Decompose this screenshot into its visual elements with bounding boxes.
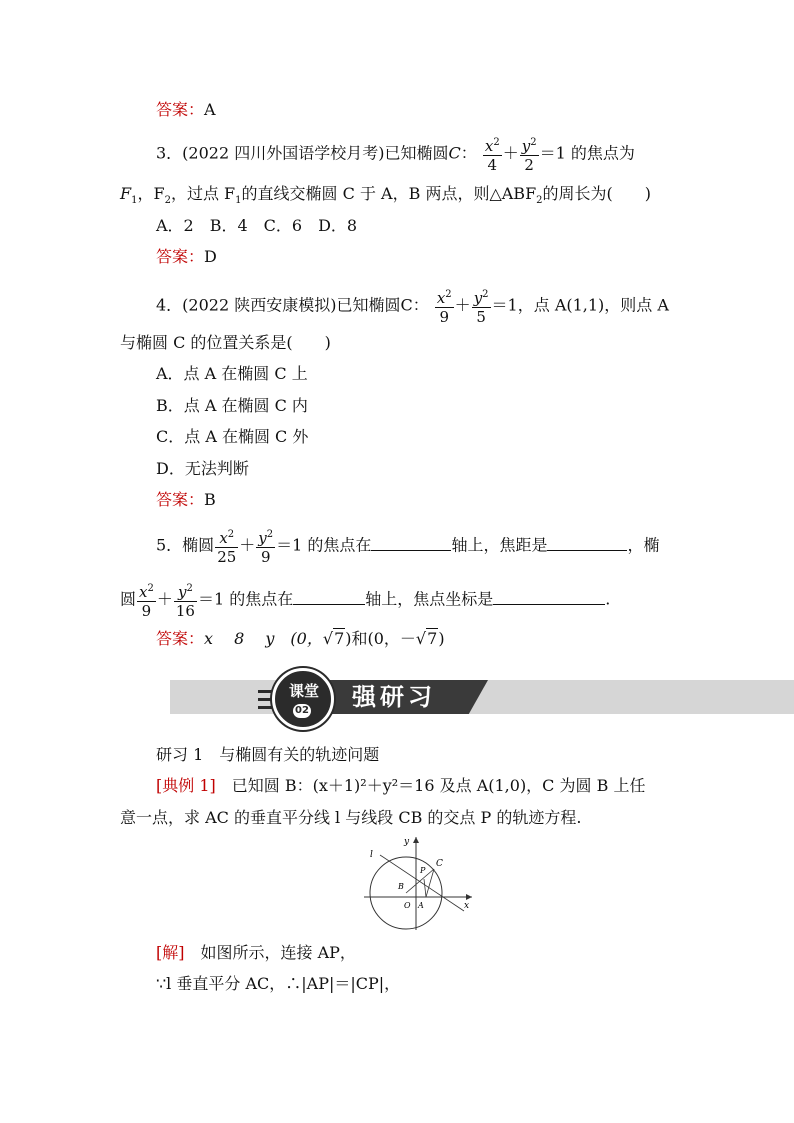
answer-value: A [204,100,216,119]
label-c: C [436,859,443,869]
section-badge-label: 课堂 [288,682,319,700]
fraction: $\frac{x^2}{4}$ [483,134,502,174]
fraction: $\frac{y^2}{16}$ [174,580,197,620]
q4-answer: 答案：B [156,490,216,509]
fraction: $\frac{y^2}{2}$ [520,134,539,174]
figure-circle-diagram [360,833,476,933]
q4-line2: 与椭圆 C 的位置关系是( ) [120,333,331,352]
q3-text: 3．(2022 四川外国语学校月考)已知椭圆 [156,143,449,163]
fraction: $\frac{y^2}{9}$ [256,526,275,566]
fraction: $\frac{x^2}{9}$ [435,286,454,326]
fraction: $\frac{y^2}{5}$ [472,286,491,326]
solution-line1: [解] 如图所示，连接 AP， [156,943,356,962]
q5-answer: 答案：x 8 y (0，√7)和(0，－√7) [156,629,445,648]
q5-line2: 圆 $\frac{x^2}{9}$ ＋ $\frac{y^2}{16}$ ＝1 的焦点在 轴上，焦点坐标是 . [120,580,610,620]
fraction: $\frac{x^2}{9}$ [137,580,156,620]
banner-dash [258,698,272,701]
section-badge-number: 02 [293,704,311,718]
answer-label: 答案： [156,100,205,119]
label-o: O [404,901,411,910]
y-axis-arrow [413,837,419,843]
example-line1: [典例 1] 已知圆 B：(x＋1)²＋y²＝16 及点 A(1,0)，C 为圆 B 上任 [156,776,646,795]
section-title: 强研习 [352,683,436,711]
answer-label: 答案： [156,247,205,266]
fraction: $\frac{x^2}{25}$ [215,526,238,566]
label-a: A [418,901,424,910]
q4-option-a: A．点 A 在椭圆 C 上 [156,364,308,383]
blank [293,588,365,605]
answer-value: D [204,247,217,266]
q4-option-b: B．点 A 在椭圆 C 内 [156,396,308,415]
q5-line1: 5．椭圆 $\frac{x^2}{25}$ ＋ $\frac{y^2}{9}$ ＝1 的焦点在 轴上，焦距是 ，椭 [156,526,659,566]
label-p: P [420,866,426,875]
solution-line2: ∵l 垂直平分 AC，∴|AP|＝|CP|， [156,974,401,993]
label-l: l [370,850,373,860]
q3-line2: $F_1$，$F_2$，过点 $F_1$的直线交椭圆 C 于 A，B 两点，则$\triangle ABF_2$的周长为( ) [120,184,652,207]
q3-line1 [156,134,635,174]
q4-option-c: C．点 A 在椭圆 C 外 [156,427,309,446]
q4-line1: 4．(2022 陕西安康模拟)已知椭圆C： $\frac{x^2}{9}$ ＋ $\frac{y^2}{5}$ ＝1，点 A(1,1)，则点 A [156,286,669,326]
x-axis-arrow [466,894,472,900]
q4-option-d: D．无法判断 [156,459,249,478]
plus: ＋ [502,143,519,163]
q2-answer [156,98,216,122]
segment-ac [426,869,434,897]
blank [547,534,627,551]
label-b: B [398,882,404,891]
banner-dash [258,706,272,709]
q3-answer [156,245,217,269]
label-y: y [404,837,410,847]
blank [371,534,451,551]
q3-text: ＝1 的焦点为 [539,143,635,163]
q3-var: C [448,143,461,163]
blank [493,588,605,605]
segment-ap [424,879,426,897]
q3-options: A．2 B．4 C．6 D．8 [156,216,358,235]
example-line2: 意一点，求 AC 的垂直平分线 l 与线段 CB 的交点 P 的轨迹方程. [120,808,582,827]
q3-colon: ： [460,143,477,163]
study-heading: 研习 1 与椭圆有关的轨迹问题 [156,745,380,764]
label-x: x [464,901,470,911]
banner-dash [258,690,272,693]
